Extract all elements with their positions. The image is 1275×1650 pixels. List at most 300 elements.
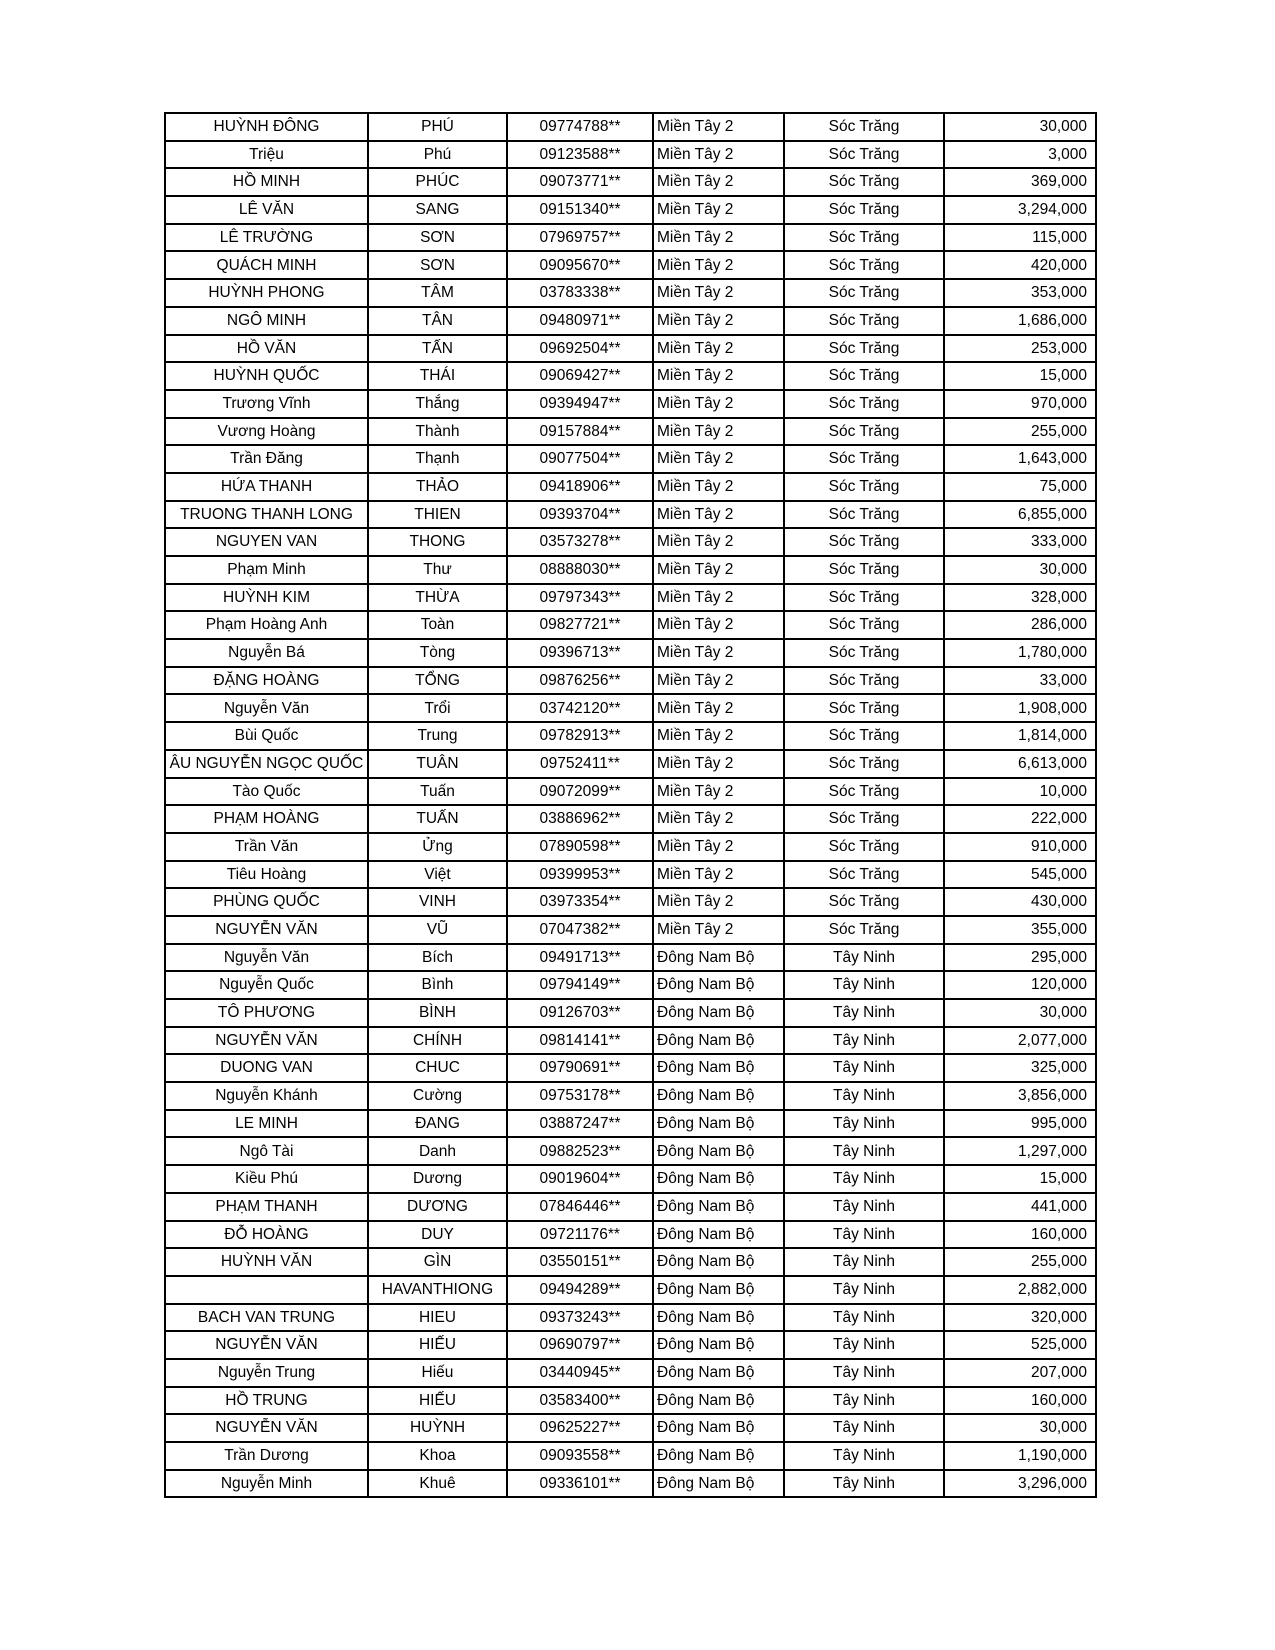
cell-amount: 160,000: [944, 1387, 1096, 1415]
table-row: [165, 1442, 1096, 1470]
cell-region: Miền Tây 2: [653, 584, 784, 612]
donor-table: [164, 112, 1097, 1498]
cell-province: Tây Ninh: [784, 1248, 944, 1276]
cell-last-name: HIEU: [368, 1304, 507, 1332]
cell-amount: 115,000: [944, 224, 1096, 252]
cell-first-name: ĐẶNG HOÀNG: [165, 667, 368, 695]
cell-province: Tây Ninh: [784, 1414, 944, 1442]
cell-last-name: VŨ: [368, 916, 507, 944]
cell-first-name: QUÁCH MINH: [165, 251, 368, 279]
cell-first-name: ÂU NGUYỄN NGỌC QUỐC: [165, 750, 368, 778]
cell-first-name: HUỲNH PHONG: [165, 279, 368, 307]
cell-last-name: CHÍNH: [368, 1027, 507, 1055]
cell-first-name: NGUYỄN VĂN: [165, 1414, 368, 1442]
cell-phone: 09093558**: [507, 1442, 653, 1470]
cell-first-name: HỒ VĂN: [165, 335, 368, 363]
cell-amount: 120,000: [944, 971, 1096, 999]
cell-amount: 30,000: [944, 556, 1096, 584]
cell-province: Sóc Trăng: [784, 805, 944, 833]
cell-province: Sóc Trăng: [784, 916, 944, 944]
cell-phone: 08888030**: [507, 556, 653, 584]
cell-amount: 30,000: [944, 1414, 1096, 1442]
cell-region: Miền Tây 2: [653, 390, 784, 418]
cell-amount: 253,000: [944, 335, 1096, 363]
cell-region: Đông Nam Bộ: [653, 1359, 784, 1387]
cell-phone: 07890598**: [507, 833, 653, 861]
table-row: [165, 888, 1096, 916]
cell-first-name: HUỲNH VĂN: [165, 1248, 368, 1276]
cell-phone: 09782913**: [507, 722, 653, 750]
cell-phone: 09336101**: [507, 1470, 653, 1498]
cell-first-name: NGUYỄN VĂN: [165, 916, 368, 944]
cell-province: Sóc Trăng: [784, 307, 944, 335]
cell-first-name: BACH VAN TRUNG: [165, 1304, 368, 1332]
cell-first-name: Ngô Tài: [165, 1137, 368, 1165]
cell-first-name: LÊ TRƯỜNG: [165, 224, 368, 252]
cell-province: Sóc Trăng: [784, 279, 944, 307]
table-row: [165, 1470, 1096, 1498]
cell-first-name: HUỲNH KIM: [165, 584, 368, 612]
cell-phone: 09073771**: [507, 168, 653, 196]
cell-last-name: THẢO: [368, 473, 507, 501]
cell-amount: 441,000: [944, 1193, 1096, 1221]
cell-amount: 15,000: [944, 1165, 1096, 1193]
cell-region: Miền Tây 2: [653, 445, 784, 473]
cell-region: Miền Tây 2: [653, 168, 784, 196]
cell-last-name: GÌN: [368, 1248, 507, 1276]
cell-region: Đông Nam Bộ: [653, 1137, 784, 1165]
cell-first-name: Trần Dương: [165, 1442, 368, 1470]
table-row: [165, 501, 1096, 529]
cell-last-name: Khoa: [368, 1442, 507, 1470]
cell-province: Tây Ninh: [784, 1442, 944, 1470]
cell-phone: 03583400**: [507, 1387, 653, 1415]
cell-first-name: Nguyễn Quốc: [165, 971, 368, 999]
cell-last-name: THONG: [368, 528, 507, 556]
cell-amount: 995,000: [944, 1110, 1096, 1138]
cell-phone: 09827721**: [507, 611, 653, 639]
cell-region: Miền Tây 2: [653, 224, 784, 252]
cell-province: Tây Ninh: [784, 1221, 944, 1249]
table-row: [165, 224, 1096, 252]
cell-region: Đông Nam Bộ: [653, 944, 784, 972]
cell-amount: 3,000: [944, 141, 1096, 169]
cell-province: Tây Ninh: [784, 1165, 944, 1193]
table-row: [165, 805, 1096, 833]
cell-first-name: NGÔ MINH: [165, 307, 368, 335]
cell-amount: 333,000: [944, 528, 1096, 556]
cell-amount: 1,643,000: [944, 445, 1096, 473]
table-row: [165, 390, 1096, 418]
cell-amount: 430,000: [944, 888, 1096, 916]
cell-amount: 6,613,000: [944, 750, 1096, 778]
cell-region: Đông Nam Bộ: [653, 1027, 784, 1055]
cell-region: Đông Nam Bộ: [653, 999, 784, 1027]
cell-first-name: LE MINH: [165, 1110, 368, 1138]
cell-first-name: PHÙNG QUỐC: [165, 888, 368, 916]
cell-first-name: Phạm Hoàng Anh: [165, 611, 368, 639]
cell-first-name: Trần Văn: [165, 833, 368, 861]
cell-last-name: Hiếu: [368, 1359, 507, 1387]
cell-phone: 03783338**: [507, 279, 653, 307]
cell-first-name: ĐỖ HOÀNG: [165, 1221, 368, 1249]
cell-amount: 255,000: [944, 418, 1096, 446]
cell-region: Miền Tây 2: [653, 778, 784, 806]
cell-phone: 09692504**: [507, 335, 653, 363]
cell-province: Sóc Trăng: [784, 445, 944, 473]
table-row: [165, 778, 1096, 806]
cell-province: Tây Ninh: [784, 1387, 944, 1415]
cell-phone: 03573278**: [507, 528, 653, 556]
cell-province: Sóc Trăng: [784, 639, 944, 667]
cell-first-name: PHẠM THANH: [165, 1193, 368, 1221]
cell-phone: 09069427**: [507, 362, 653, 390]
cell-region: Đông Nam Bộ: [653, 1276, 784, 1304]
cell-last-name: Trung: [368, 722, 507, 750]
cell-first-name: Nguyễn Trung: [165, 1359, 368, 1387]
table-row: [165, 335, 1096, 363]
cell-region: Miền Tây 2: [653, 473, 784, 501]
cell-province: Tây Ninh: [784, 1304, 944, 1332]
cell-phone: 09690797**: [507, 1331, 653, 1359]
table-row: [165, 750, 1096, 778]
cell-phone: 03742120**: [507, 694, 653, 722]
cell-province: Tây Ninh: [784, 1359, 944, 1387]
cell-province: Sóc Trăng: [784, 473, 944, 501]
cell-province: Tây Ninh: [784, 1027, 944, 1055]
cell-phone: 09491713**: [507, 944, 653, 972]
cell-province: Sóc Trăng: [784, 362, 944, 390]
cell-first-name: TRUONG THANH LONG: [165, 501, 368, 529]
cell-phone: 03550151**: [507, 1248, 653, 1276]
table-row: [165, 1054, 1096, 1082]
cell-last-name: DƯƠNG: [368, 1193, 507, 1221]
cell-amount: 525,000: [944, 1331, 1096, 1359]
table-row: [165, 667, 1096, 695]
cell-province: Sóc Trăng: [784, 888, 944, 916]
cell-last-name: CHUC: [368, 1054, 507, 1082]
table-row: [165, 944, 1096, 972]
table-row: [165, 1165, 1096, 1193]
cell-first-name: NGUYỄN VĂN: [165, 1331, 368, 1359]
cell-province: Sóc Trăng: [784, 335, 944, 363]
cell-last-name: THỪA: [368, 584, 507, 612]
cell-region: Miền Tây 2: [653, 750, 784, 778]
cell-amount: 75,000: [944, 473, 1096, 501]
table-row: [165, 861, 1096, 889]
table-row: [165, 307, 1096, 335]
cell-province: Sóc Trăng: [784, 251, 944, 279]
cell-region: Miền Tây 2: [653, 556, 784, 584]
table-row: [165, 1304, 1096, 1332]
cell-phone: 09625227**: [507, 1414, 653, 1442]
cell-first-name: Phạm Minh: [165, 556, 368, 584]
cell-region: Miền Tây 2: [653, 528, 784, 556]
cell-province: Sóc Trăng: [784, 750, 944, 778]
table-row: [165, 1248, 1096, 1276]
cell-province: Sóc Trăng: [784, 556, 944, 584]
cell-first-name: NGUYEN VAN: [165, 528, 368, 556]
cell-region: Đông Nam Bộ: [653, 1387, 784, 1415]
cell-last-name: DUY: [368, 1221, 507, 1249]
table-row: [165, 971, 1096, 999]
cell-amount: 325,000: [944, 1054, 1096, 1082]
cell-phone: 09123588**: [507, 141, 653, 169]
cell-region: Miền Tây 2: [653, 833, 784, 861]
cell-phone: 03886962**: [507, 805, 653, 833]
cell-province: Tây Ninh: [784, 1276, 944, 1304]
cell-region: Miền Tây 2: [653, 113, 784, 141]
cell-phone: 09019604**: [507, 1165, 653, 1193]
cell-province: Tây Ninh: [784, 944, 944, 972]
cell-province: Sóc Trăng: [784, 861, 944, 889]
cell-amount: 1,908,000: [944, 694, 1096, 722]
table-row: [165, 833, 1096, 861]
cell-amount: 30,000: [944, 113, 1096, 141]
cell-province: Sóc Trăng: [784, 694, 944, 722]
cell-amount: 2,882,000: [944, 1276, 1096, 1304]
cell-last-name: HUỲNH: [368, 1414, 507, 1442]
cell-amount: 1,297,000: [944, 1137, 1096, 1165]
cell-first-name: Bùi Quốc: [165, 722, 368, 750]
cell-phone: 09752411**: [507, 750, 653, 778]
cell-region: Đông Nam Bộ: [653, 1304, 784, 1332]
cell-region: Đông Nam Bộ: [653, 1331, 784, 1359]
table-row: [165, 1082, 1096, 1110]
cell-province: Sóc Trăng: [784, 667, 944, 695]
cell-first-name: Vương Hoàng: [165, 418, 368, 446]
cell-last-name: Toàn: [368, 611, 507, 639]
cell-amount: 3,296,000: [944, 1470, 1096, 1498]
cell-last-name: SƠN: [368, 251, 507, 279]
cell-region: Đông Nam Bộ: [653, 1110, 784, 1138]
table-row: [165, 556, 1096, 584]
cell-region: Đông Nam Bộ: [653, 1248, 784, 1276]
cell-amount: 295,000: [944, 944, 1096, 972]
cell-last-name: PHÚC: [368, 168, 507, 196]
cell-first-name: LÊ VĂN: [165, 196, 368, 224]
cell-phone: 07846446**: [507, 1193, 653, 1221]
cell-region: Đông Nam Bộ: [653, 1165, 784, 1193]
cell-phone: 09373243**: [507, 1304, 653, 1332]
cell-first-name: Trương Vĩnh: [165, 390, 368, 418]
cell-last-name: HAVANTHIONG: [368, 1276, 507, 1304]
table-row: [165, 694, 1096, 722]
cell-last-name: Dương: [368, 1165, 507, 1193]
cell-amount: 15,000: [944, 362, 1096, 390]
cell-phone: 09876256**: [507, 667, 653, 695]
cell-region: Miền Tây 2: [653, 501, 784, 529]
cell-phone: 09721176**: [507, 1221, 653, 1249]
cell-first-name: Nguyễn Văn: [165, 694, 368, 722]
cell-region: Miền Tây 2: [653, 251, 784, 279]
cell-province: Sóc Trăng: [784, 418, 944, 446]
cell-amount: 355,000: [944, 916, 1096, 944]
cell-region: Đông Nam Bộ: [653, 1082, 784, 1110]
cell-last-name: PHÚ: [368, 113, 507, 141]
cell-region: Miền Tây 2: [653, 694, 784, 722]
cell-province: Sóc Trăng: [784, 722, 944, 750]
table-row: [165, 1359, 1096, 1387]
table-row: [165, 639, 1096, 667]
table-row: [165, 418, 1096, 446]
cell-first-name: [165, 1276, 368, 1304]
cell-amount: 222,000: [944, 805, 1096, 833]
table-row: [165, 999, 1096, 1027]
cell-amount: 10,000: [944, 778, 1096, 806]
cell-last-name: Tòng: [368, 639, 507, 667]
cell-amount: 3,294,000: [944, 196, 1096, 224]
table-row: [165, 611, 1096, 639]
cell-phone: 09394947**: [507, 390, 653, 418]
cell-province: Tây Ninh: [784, 999, 944, 1027]
table-row: [165, 1193, 1096, 1221]
table-row: [165, 362, 1096, 390]
cell-amount: 910,000: [944, 833, 1096, 861]
cell-phone: 09774788**: [507, 113, 653, 141]
cell-amount: 286,000: [944, 611, 1096, 639]
cell-first-name: Tào Quốc: [165, 778, 368, 806]
cell-province: Tây Ninh: [784, 1331, 944, 1359]
cell-last-name: Bình: [368, 971, 507, 999]
table-row: [165, 141, 1096, 169]
cell-amount: 545,000: [944, 861, 1096, 889]
cell-phone: 09494289**: [507, 1276, 653, 1304]
table-row: [165, 279, 1096, 307]
table-row: [165, 168, 1096, 196]
cell-province: Sóc Trăng: [784, 778, 944, 806]
table-row: [165, 1387, 1096, 1415]
cell-last-name: ĐANG: [368, 1110, 507, 1138]
cell-province: Tây Ninh: [784, 1054, 944, 1082]
cell-first-name: Nguyễn Minh: [165, 1470, 368, 1498]
table-row: [165, 445, 1096, 473]
cell-last-name: Cường: [368, 1082, 507, 1110]
cell-amount: 320,000: [944, 1304, 1096, 1332]
cell-amount: 1,780,000: [944, 639, 1096, 667]
cell-region: Miền Tây 2: [653, 916, 784, 944]
cell-phone: 09814141**: [507, 1027, 653, 1055]
cell-phone: 07969757**: [507, 224, 653, 252]
table-row: [165, 584, 1096, 612]
cell-province: Tây Ninh: [784, 1110, 944, 1138]
cell-first-name: DUONG VAN: [165, 1054, 368, 1082]
cell-last-name: Thư: [368, 556, 507, 584]
cell-phone: 09794149**: [507, 971, 653, 999]
cell-province: Tây Ninh: [784, 1082, 944, 1110]
cell-last-name: TÂN: [368, 307, 507, 335]
cell-province: Tây Ninh: [784, 1470, 944, 1498]
table-row: [165, 1276, 1096, 1304]
cell-last-name: TUÂN: [368, 750, 507, 778]
cell-phone: 03973354**: [507, 888, 653, 916]
cell-amount: 1,190,000: [944, 1442, 1096, 1470]
cell-last-name: Tuấn: [368, 778, 507, 806]
cell-region: Miền Tây 2: [653, 888, 784, 916]
cell-first-name: Trần Đăng: [165, 445, 368, 473]
cell-last-name: Việt: [368, 861, 507, 889]
cell-amount: 420,000: [944, 251, 1096, 279]
cell-amount: 207,000: [944, 1359, 1096, 1387]
cell-province: Sóc Trăng: [784, 501, 944, 529]
cell-province: Sóc Trăng: [784, 168, 944, 196]
cell-first-name: Nguyễn Văn: [165, 944, 368, 972]
cell-phone: 09072099**: [507, 778, 653, 806]
cell-region: Miền Tây 2: [653, 362, 784, 390]
cell-last-name: TUẤN: [368, 805, 507, 833]
cell-phone: 09790691**: [507, 1054, 653, 1082]
cell-last-name: THIEN: [368, 501, 507, 529]
cell-last-name: HIẾU: [368, 1331, 507, 1359]
cell-first-name: Nguyễn Khánh: [165, 1082, 368, 1110]
cell-last-name: Trổi: [368, 694, 507, 722]
cell-province: Sóc Trăng: [784, 113, 944, 141]
cell-phone: 09797343**: [507, 584, 653, 612]
cell-first-name: PHẠM HOÀNG: [165, 805, 368, 833]
cell-phone: 09396713**: [507, 639, 653, 667]
cell-first-name: HUỲNH ĐÔNG: [165, 113, 368, 141]
cell-province: Tây Ninh: [784, 1193, 944, 1221]
cell-region: Miền Tây 2: [653, 639, 784, 667]
cell-province: Tây Ninh: [784, 1137, 944, 1165]
cell-first-name: Kiều Phú: [165, 1165, 368, 1193]
cell-phone: 09077504**: [507, 445, 653, 473]
cell-province: Sóc Trăng: [784, 390, 944, 418]
cell-first-name: Tiêu Hoàng: [165, 861, 368, 889]
cell-first-name: NGUYỄN VĂN: [165, 1027, 368, 1055]
table-row: [165, 113, 1096, 141]
cell-region: Đông Nam Bộ: [653, 1054, 784, 1082]
cell-last-name: THÁI: [368, 362, 507, 390]
cell-amount: 369,000: [944, 168, 1096, 196]
cell-phone: 09126703**: [507, 999, 653, 1027]
table-row: [165, 1137, 1096, 1165]
cell-phone: 03887247**: [507, 1110, 653, 1138]
cell-amount: 6,855,000: [944, 501, 1096, 529]
cell-region: Miền Tây 2: [653, 611, 784, 639]
cell-last-name: SƠN: [368, 224, 507, 252]
cell-phone: 09393704**: [507, 501, 653, 529]
cell-province: Tây Ninh: [784, 971, 944, 999]
cell-amount: 353,000: [944, 279, 1096, 307]
cell-region: Đông Nam Bộ: [653, 1414, 784, 1442]
cell-last-name: Ửng: [368, 833, 507, 861]
cell-phone: 09418906**: [507, 473, 653, 501]
cell-province: Sóc Trăng: [784, 833, 944, 861]
cell-last-name: HIẾU: [368, 1387, 507, 1415]
cell-phone: 09399953**: [507, 861, 653, 889]
cell-amount: 1,814,000: [944, 722, 1096, 750]
cell-last-name: SANG: [368, 196, 507, 224]
cell-province: Sóc Trăng: [784, 528, 944, 556]
cell-phone: 07047382**: [507, 916, 653, 944]
cell-region: Miền Tây 2: [653, 418, 784, 446]
cell-first-name: HUỲNH QUỐC: [165, 362, 368, 390]
cell-province: Sóc Trăng: [784, 584, 944, 612]
cell-region: Đông Nam Bộ: [653, 1470, 784, 1498]
cell-amount: 33,000: [944, 667, 1096, 695]
cell-first-name: HỨA THANH: [165, 473, 368, 501]
cell-last-name: BÌNH: [368, 999, 507, 1027]
cell-amount: 160,000: [944, 1221, 1096, 1249]
table-row: [165, 722, 1096, 750]
table-row: [165, 196, 1096, 224]
table-row: [165, 1331, 1096, 1359]
cell-last-name: Thành: [368, 418, 507, 446]
cell-first-name: TÔ PHƯƠNG: [165, 999, 368, 1027]
table-row: [165, 1027, 1096, 1055]
cell-last-name: TỔNG: [368, 667, 507, 695]
